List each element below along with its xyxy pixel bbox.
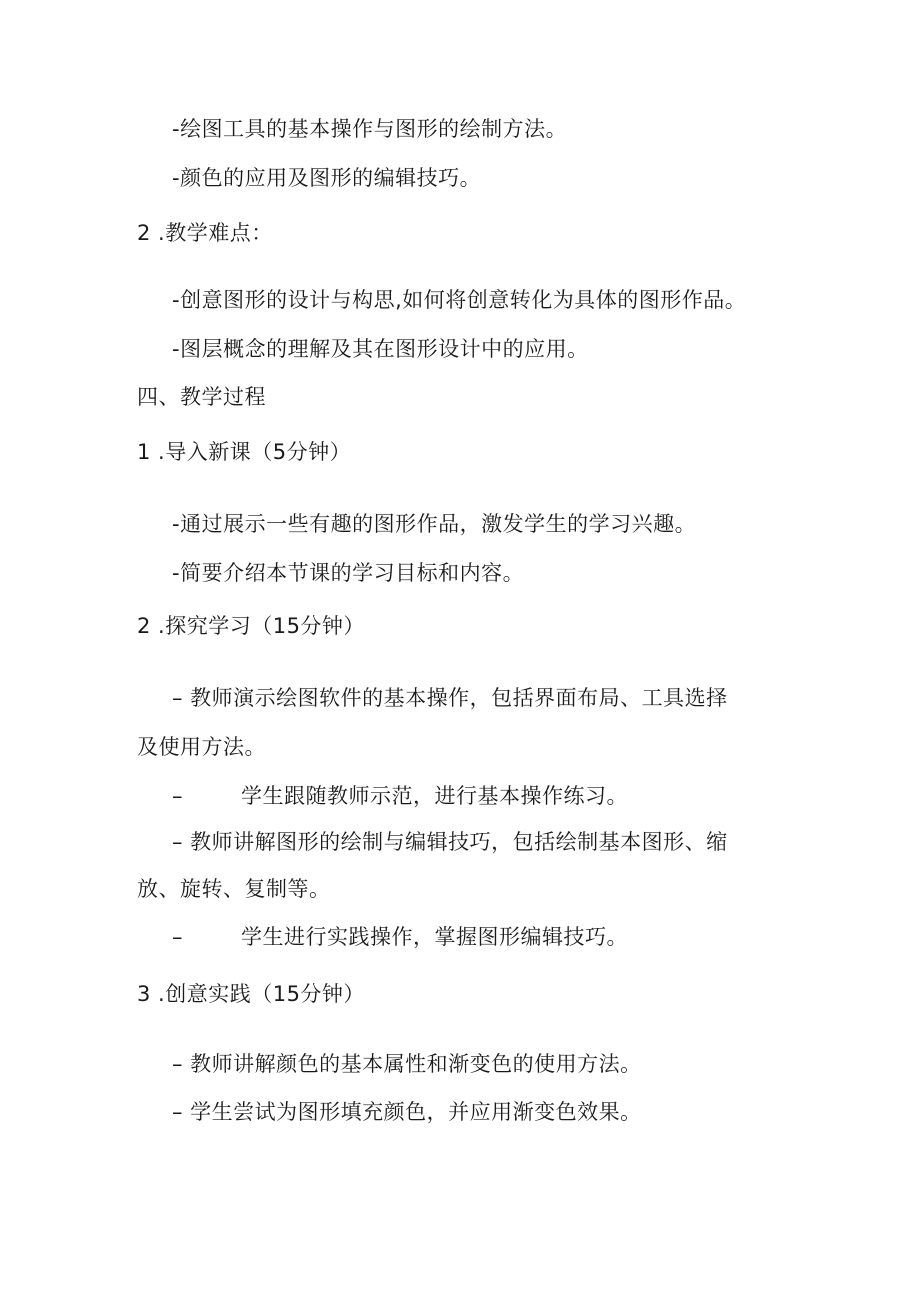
bullet-students-practice bbox=[172, 922, 628, 952]
bullet-teacher-explain: – 教师讲解图形的绘制与编辑技巧，包括绘制基本图形、缩 bbox=[172, 830, 728, 854]
bullet-color-properties: – 教师讲解颜色的基本属性和渐变色的使用方法。 bbox=[172, 1052, 642, 1076]
bullet-color-editing: -颜色的应用及图形的编辑技巧。 bbox=[172, 166, 482, 190]
bullet-text: 学生进行实践操作，掌握图形编辑技巧。 bbox=[241, 925, 628, 949]
bullet-teacher-explain-cont: 放、旋转、复制等。 bbox=[137, 877, 331, 901]
section-heading-teaching-process: 四、教学过程 bbox=[137, 385, 266, 409]
bullet-teacher-demo: – 教师演示绘图软件的基本操作，包括界面布局、工具选择 bbox=[172, 686, 728, 710]
bullet-fill-gradient: – 学生尝试为图形填充颜色，并应用渐变色效果。 bbox=[172, 1100, 642, 1124]
bullet-dash: – bbox=[172, 925, 183, 949]
heading-teaching-difficulties: 2 .教学难点： bbox=[137, 221, 273, 245]
bullet-students-follow bbox=[172, 781, 628, 811]
bullet-goals: -简要介绍本节课的学习目标和内容。 bbox=[172, 561, 525, 585]
bullet-drawing-tools: -绘图工具的基本操作与图形的绘制方法。 bbox=[172, 117, 568, 141]
bullet-teacher-demo-cont: 及使用方法。 bbox=[137, 735, 266, 759]
heading-creative-practice: 3 .创意实践（15分钟） bbox=[137, 982, 365, 1006]
heading-intro: 1 .导入新课（5分钟） bbox=[137, 440, 352, 464]
heading-explore: 2 .探究学习（15分钟） bbox=[137, 614, 365, 638]
bullet-creative-design: -创意图形的设计与构思,如何将创意转化为具体的图形作品。 bbox=[172, 288, 747, 312]
bullet-dash: – bbox=[172, 784, 183, 808]
bullet-layer-concept: -图层概念的理解及其在图形设计中的应用。 bbox=[172, 337, 589, 361]
bullet-text: 学生跟随教师示范，进行基本操作练习。 bbox=[241, 784, 628, 808]
bullet-show-works: -通过展示一些有趣的图形作品，激发学生的学习兴趣。 bbox=[172, 512, 697, 536]
